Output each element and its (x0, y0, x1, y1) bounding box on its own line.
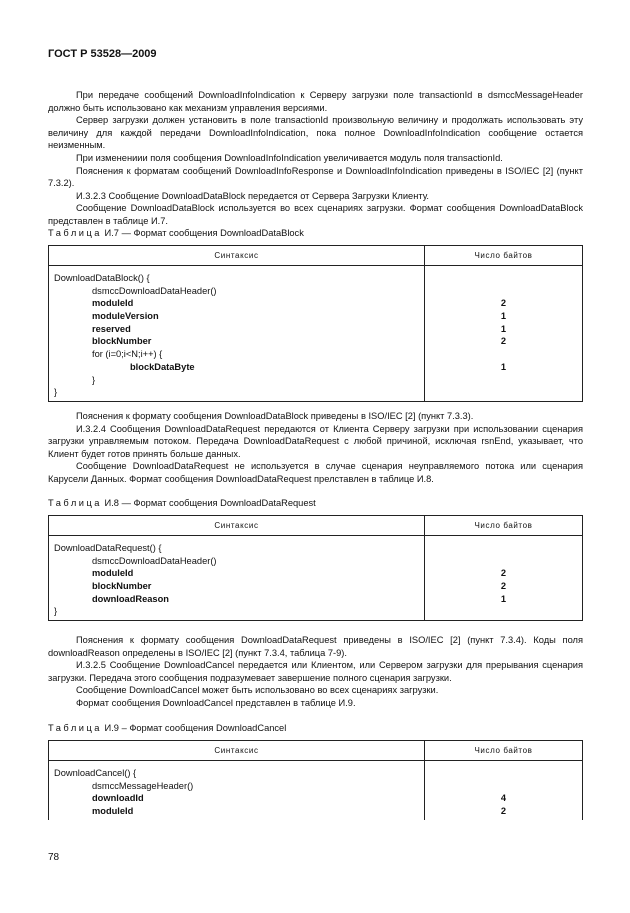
syntax-line: dsmccDownloadDataHeader() (92, 285, 217, 296)
paragraph: И.3.2.5 Сообщение DownloadCancel передается или Клиентом, или Сервером загрузки для прерывания сценария загрузки. Передача этого сообщения подразумевает завершение полного сценария загрузки. (48, 660, 583, 683)
paragraph: Сообщение DownloadDataBlock используется во всех сценариях загрузки. Формат сообщения DownloadDataBlock представлен в таблице И.7. (48, 203, 583, 226)
byte-count: 2 (500, 336, 507, 347)
column-header-syntax: Синтаксис (49, 516, 425, 536)
paragraph: При передаче сообщений DownloadInfoIndication к Серверу загрузки поле transactionId в dsmccMessageHeader должно быть использовано как механизм управления версиями. (48, 90, 583, 113)
byte-count (425, 374, 582, 387)
syntax-line: moduleId (92, 298, 134, 309)
paragraph: Пояснения к формату сообщения DownloadDataRequest приведены в ISO/IEC [2] (пункт 7.3.4). Коды поля downloadReason определены в ISO/IEC [2] (пункт 7.3.4, таблица 7-9). (48, 635, 583, 658)
column-header-syntax: Синтаксис (49, 246, 425, 266)
table-8 (48, 515, 583, 621)
byte-count: 1 (500, 311, 507, 322)
syntax-line: } (54, 606, 58, 617)
syntax-line: DownloadDataBlock() { (54, 273, 150, 283)
column-header-bytes: Число байтов (425, 516, 583, 536)
syntax-line: blockNumber (92, 336, 152, 347)
syntax-line: } (92, 374, 96, 385)
byte-count: 1 (500, 361, 507, 372)
text-block-1 (48, 89, 583, 228)
syntax-line: downloadId (92, 793, 144, 804)
byte-count: 1 (500, 593, 507, 604)
syntax-line: reserved (92, 323, 131, 334)
paragraph: Сервер загрузки должен установить в поле transactionId произвольную величину и продолжать использовать эту величину для каждой передачи DownloadInfoIndication, пока полное DownloadInfoIndication сообщение остается неизменным. (48, 115, 583, 151)
syntax-line: moduleVersion (92, 311, 159, 322)
caption-prefix: Таблица (48, 723, 102, 733)
table-caption-8 (48, 498, 316, 508)
byte-count: 2 (500, 568, 507, 579)
paragraph: Сообщение DownloadCancel может быть использовано во всех сценариях загрузки. (76, 685, 439, 696)
column-header-bytes: Число байтов (425, 741, 583, 761)
syntax-line: DownloadDataRequest() { (54, 543, 162, 553)
caption-text: И.8 — Формат сообщения DownloadDataRequest (104, 498, 316, 508)
column-header-syntax: Синтаксис (49, 741, 425, 761)
paragraph: Пояснения к форматам сообщений DownloadInfoResponse и DownloadInfoIndication приведены в ISO/IEC [2] (пункт 7.3.2). (48, 165, 583, 189)
paragraph: Формат сообщения DownloadCancel представлен в таблице И.9. (76, 697, 356, 708)
caption-text: И.9 – Формат сообщения DownloadCancel (104, 723, 287, 733)
syntax-line: downloadReason (92, 593, 169, 604)
table-caption-7 (48, 228, 304, 238)
table-7 (48, 245, 583, 402)
paragraph: Пояснения к формату сообщения DownloadDataBlock приведены в ISO/IEC [2] (пункт 7.3.3). (76, 411, 474, 421)
byte-count (425, 767, 582, 780)
document-header: ГОСТ Р 53528—2009 (48, 48, 157, 60)
caption-prefix: Таблица (48, 228, 102, 238)
syntax-line: for (i=0;i<N;i++) { (92, 349, 163, 360)
byte-count (425, 386, 582, 399)
byte-count: 2 (500, 298, 507, 309)
paragraph: При изменениии поля сообщения DownloadInfoIndication увеличивается модуль поля transactionId. (76, 152, 503, 163)
caption-prefix: Таблица (48, 498, 102, 508)
byte-count (425, 542, 582, 555)
table-9 (48, 740, 583, 820)
syntax-line: dsmccDownloadDataHeader() (92, 555, 217, 566)
column-header-bytes: Число байтов (425, 246, 583, 266)
page-number: 78 (48, 852, 60, 863)
byte-count: 2 (500, 806, 507, 817)
syntax-line: moduleId (92, 568, 134, 579)
byte-count (425, 285, 582, 298)
syntax-line: moduleId (92, 806, 134, 817)
syntax-line: DownloadCancel() { (54, 768, 137, 778)
byte-count: 2 (500, 581, 507, 592)
paragraph: Сообщение DownloadDataRequest не используется в случае сценария неуправляемого потока или сценария Карусели Данных. Формат сообщения DownloadDataRequest прелставлен в таблице И.8. (48, 461, 583, 484)
byte-count (425, 780, 582, 793)
byte-count (425, 348, 582, 361)
syntax-line: dsmccMessageHeader() (92, 780, 194, 791)
text-block-3 (48, 634, 583, 710)
byte-count (425, 272, 582, 285)
syntax-line: blockNumber (92, 581, 152, 592)
byte-count: 1 (500, 323, 507, 334)
text-block-2 (48, 410, 583, 486)
byte-count: 4 (500, 793, 507, 804)
byte-count (425, 605, 582, 618)
caption-text: И.7 — Формат сообщения DownloadDataBlock (104, 228, 304, 238)
paragraph: И.3.2.3 Сообщение DownloadDataBlock передается от Сервера Загрузки Клиенту. (76, 190, 430, 201)
byte-count (425, 555, 582, 568)
paragraph: И.3.2.4 Сообщения DownloadDataRequest передаются от Клиента Серверу загрузки при использовании сценария загрузки управляемым потоком. Передача DownloadDataRequest с любой причиной, исключая rsnEnd, указывает, что Клиент будет готов принять больше данных. (48, 423, 583, 459)
table-caption-9 (48, 723, 286, 733)
syntax-line: } (54, 387, 58, 398)
syntax-line: blockDataByte (130, 361, 195, 372)
